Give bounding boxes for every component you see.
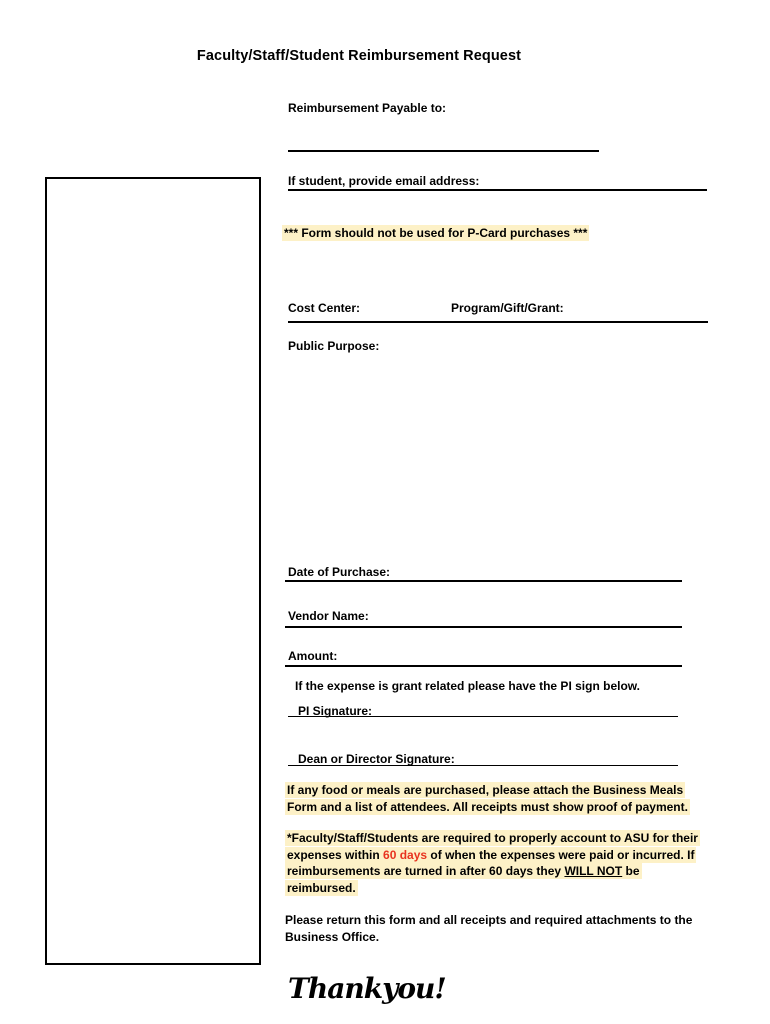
- food-note-line-2: Form and a list of attendees. All receipts must show proof of payment.: [287, 799, 688, 814]
- will-not-text: WILL NOT: [564, 864, 623, 878]
- thank-you-signoff: Thankyou!: [288, 972, 446, 1005]
- amount-line[interactable]: [285, 665, 682, 667]
- receipt-attachment-box: [45, 177, 261, 965]
- policy-note: [285, 830, 745, 896]
- pi-signature-line[interactable]: [288, 716, 678, 717]
- date-of-purchase-label: Date of Purchase:: [288, 565, 391, 579]
- public-purpose-label: Public Purpose:: [288, 339, 380, 353]
- food-note: [285, 782, 735, 815]
- dean-signature-line[interactable]: [288, 765, 678, 766]
- policy-line-1: *Faculty/Staff/Students are required to properly account to ASU for their: [287, 831, 698, 845]
- payable-to-line[interactable]: [288, 150, 599, 152]
- policy-line-3-post: be: [622, 864, 640, 878]
- cost-center-line[interactable]: [288, 321, 708, 323]
- return-line-2: Business Office.: [285, 929, 380, 944]
- amount-label: Amount:: [288, 649, 338, 663]
- return-line-1: Please return this form and all receipts and required attachments to the: [285, 913, 693, 927]
- policy-line-2-pre: expenses within: [287, 847, 384, 862]
- email-label: If student, provide email address:: [288, 174, 480, 188]
- sixty-days-text: 60 days: [383, 847, 428, 862]
- date-of-purchase-line[interactable]: [285, 580, 682, 582]
- food-note-line-1: If any food or meals are purchased, please attach the Business Meals: [287, 783, 684, 797]
- vendor-name-label: Vendor Name:: [288, 609, 369, 623]
- email-line[interactable]: [288, 189, 707, 191]
- policy-line-3-pre: reimbursements are turned in after 60 days they: [287, 864, 565, 878]
- pcard-notice-text: *** Form should not be used for P-Card purchases ***: [284, 226, 588, 240]
- grant-note: If the expense is grant related please have the PI sign below.: [295, 679, 640, 693]
- dean-signature-label: Dean or Director Signature:: [298, 752, 455, 766]
- pi-signature-label: PI Signature:: [298, 704, 373, 718]
- vendor-name-line[interactable]: [285, 626, 682, 628]
- return-instructions: [285, 912, 735, 945]
- policy-line-2-post: of when the expenses were paid or incurred. If: [427, 847, 695, 862]
- policy-line-4: reimbursed.: [287, 880, 356, 895]
- cost-center-label: Cost Center:: [288, 301, 361, 315]
- payable-to-label: Reimbursement Payable to:: [288, 101, 447, 115]
- form-title: Faculty/Staff/Student Reimbursement Request: [196, 48, 522, 64]
- pcard-notice: [282, 226, 589, 240]
- program-gift-grant-label: Program/Gift/Grant:: [451, 301, 564, 315]
